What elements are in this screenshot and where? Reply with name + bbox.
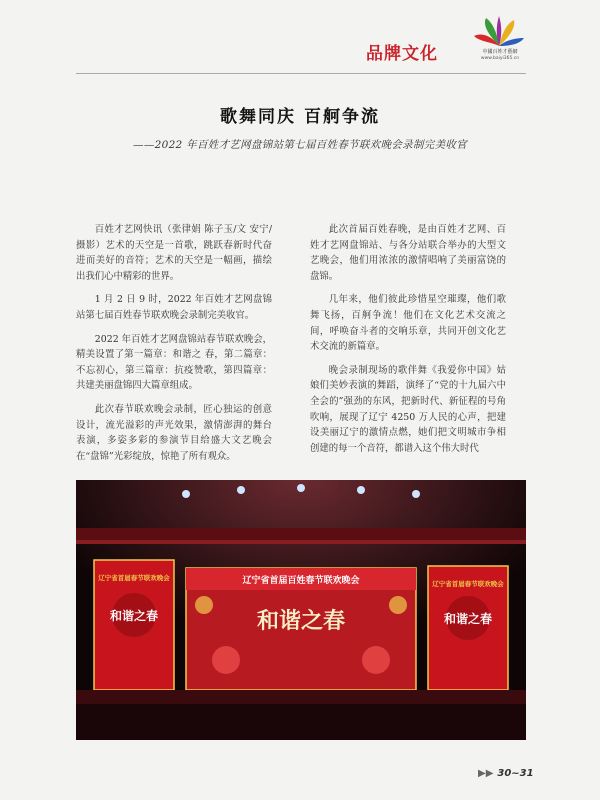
logo-flower-icon [472, 16, 526, 50]
paragraph: 此次首届百姓春晚，是由百姓才艺网、百姓才艺网盘锦站、与各分站联合举办的大型文艺晚会，他们用浓浓的激情唱响了美丽富饶的盘锦。 [310, 224, 506, 282]
paragraph: 1 月 2 日 9 时，2022 年百姓才艺网盘锦站第七届百姓春节联欢晚会录制完美收官。 [76, 294, 272, 321]
stage-photo [76, 480, 526, 740]
logo-url: www.baiyi365.cn [480, 56, 520, 61]
right-panel-heading: 辽宁省首届春节联欢晚会 [432, 580, 504, 588]
paragraph: 百姓才艺网快讯（张律娟 陈子玉/文 安宁/摄影）艺术的天空是一首歌，跳跃春新时代奋进而美好的音符；艺术的天空是一幅画，描绘出我们心中精彩的世界。 [76, 224, 272, 282]
article-column-left [76, 222, 272, 472]
article-column-right [310, 222, 506, 464]
page-number [478, 768, 534, 779]
article-title: 歌舞同庆 百舸争流 [220, 107, 380, 127]
double-arrow-icon: ▶▶ [478, 768, 494, 779]
article-subtitle: ——2022 年百姓才艺网盘锦站第七届百姓春节联欢晚会录制完美收官 [133, 139, 467, 151]
paragraph: 晚会录制现场的歌伴舞《我爱你中国》姑娘们美妙表演的舞蹈，演绎了“党的十九届六中全会的”强劲的东风，把新时代、新征程的号角吹响，展现了辽宁 4250 万人民的心声，把建设美丽辽宁的激情点燃，她们把文明城市争相创建的每一个音符，都谱入这个伟大时代 [310, 364, 506, 454]
page-header [0, 0, 600, 80]
logo-caption: 中國百姓才藝網 [482, 49, 518, 55]
backdrop-title: 和谐之春 [256, 608, 346, 634]
left-panel-heading: 辽宁省首届春节联欢晚会 [98, 574, 170, 582]
stage-photo-illustration [76, 480, 526, 740]
paragraph: 此次春节联欢晚会录制，匠心独运的创意设计，流光溢彩的声光效果，激情澎湃的舞台表演，多姿多彩的参演节目给盛大文艺晚会在“盘锦”光彩绽放，惊艳了所有观众。 [76, 403, 272, 462]
section-brand-title: 品牌文化 [366, 44, 438, 64]
backdrop-heading: 辽宁省首届百姓春节联欢晚会 [242, 576, 360, 586]
left-panel-title: 和谐之春 [109, 609, 159, 623]
paragraph: 2022 年百姓才艺网盘锦站春节联欢晚会，精美设置了第一篇章：和谐之 春，第二篇章：不忘初心，第三篇章：抗疫赞歌，第四篇章：共建美丽盘锦四大篇章组成。 [76, 333, 272, 392]
page-number-text: 30~31 [497, 768, 534, 779]
header-divider [76, 73, 526, 74]
paragraph: 几年来，他们彼此珍惜星空璀璨，他们歌舞飞扬，百舸争流！他们在文化艺术交流之间，呼唤奋斗者的交响乐章，共同开创文化艺术交流的新篇章。 [310, 294, 506, 353]
right-panel-title: 和谐之春 [443, 612, 493, 626]
